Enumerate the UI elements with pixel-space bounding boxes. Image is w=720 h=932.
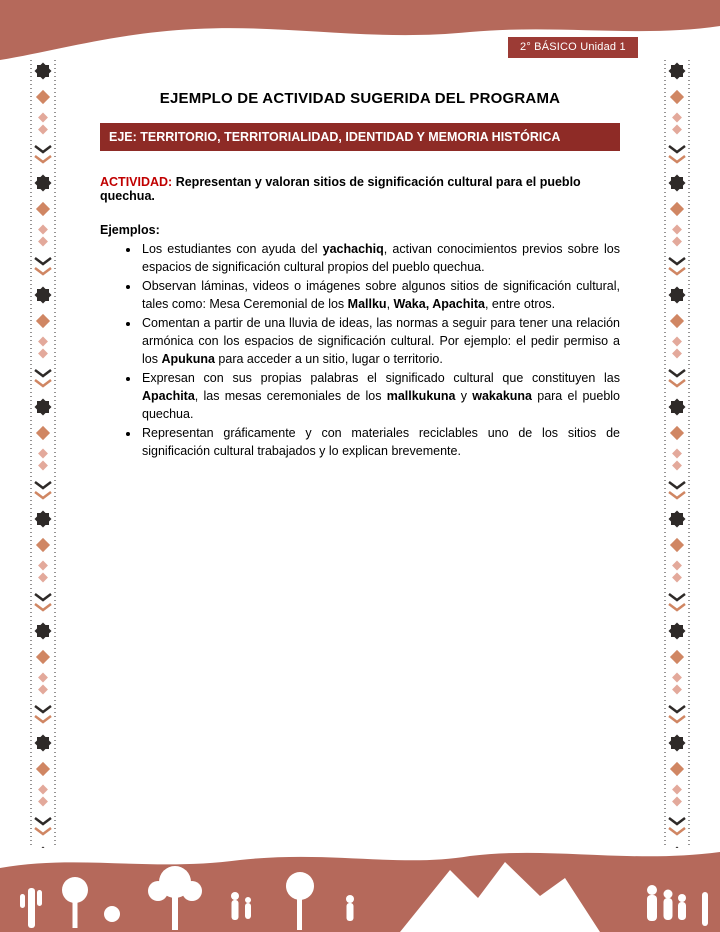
bold-term: wakakuna [472,389,532,403]
text-segment: Representan gráficamente y con materiales reciclables uno de los sitios de significación cultural trabajados y lo explican brevemente. [142,426,620,458]
top-wave-banner [0,0,720,70]
text-segment: Expresan con sus propias palabras el significado cultural que constituyen las [142,371,620,385]
text-segment: para el pueblo quechua. [142,389,620,421]
grade-unit-badge: 2° BÁSICO Unidad 1 [508,37,638,58]
eje-banner: EJE: TERRITORIO, TERRITORIALIDAD, IDENTIDAD Y MEMORIA HISTÓRICA [100,123,620,151]
text-segment: , las mesas ceremoniales de los [194,389,387,403]
list-item [140,314,620,368]
list-item [140,277,620,313]
list-item [140,240,620,276]
ejemplos-list [100,240,620,460]
bold-term: Mallku [347,297,387,311]
text-segment: Comentan a partir de una lluvia de ideas, las normas a seguir para tener una relación armónica con los espacios de significación cultural. Por ejemplo: el pedir permiso a los [142,316,620,366]
main-content [100,90,620,461]
list-item [140,424,620,460]
andean-pattern-border-right [664,60,690,848]
bold-term: yachachiq [322,242,384,256]
landscape-silhouette-band [0,844,720,932]
text-segment: y [455,389,473,403]
text-segment: , activan conocimientos previos sobre los espacios de significación cultural propios del pueblo quechua. [142,242,620,274]
text-segment: Los estudiantes con ayuda del [142,242,323,256]
list-item [140,369,620,423]
text-segment: , entre otros. [484,297,556,311]
text-segment: , [386,297,394,311]
bold-term: Waka, Apachita [393,297,485,311]
bold-term: Apachita [142,389,195,403]
text-segment: para acceder a un sitio, lugar o territorio. [214,352,443,366]
actividad-text: Representan y valoran sitios de significación cultural para el pueblo quechua. [100,175,581,203]
bold-term: mallkukuna [386,389,456,403]
actividad-line [100,175,620,203]
page-title: EJEMPLO DE ACTIVIDAD SUGERIDA DEL PROGRAMA [159,90,561,107]
ejemplos-label: Ejemplos: [100,223,160,237]
andean-pattern-border-left [30,60,56,848]
text-segment: Observan láminas, videos o imágenes sobre algunos sitios de significación cultural, tales como: Mesa Ceremonial de los [142,279,620,311]
actividad-label: ACTIVIDAD: [100,175,173,189]
bold-term: Apukuna [161,352,215,366]
